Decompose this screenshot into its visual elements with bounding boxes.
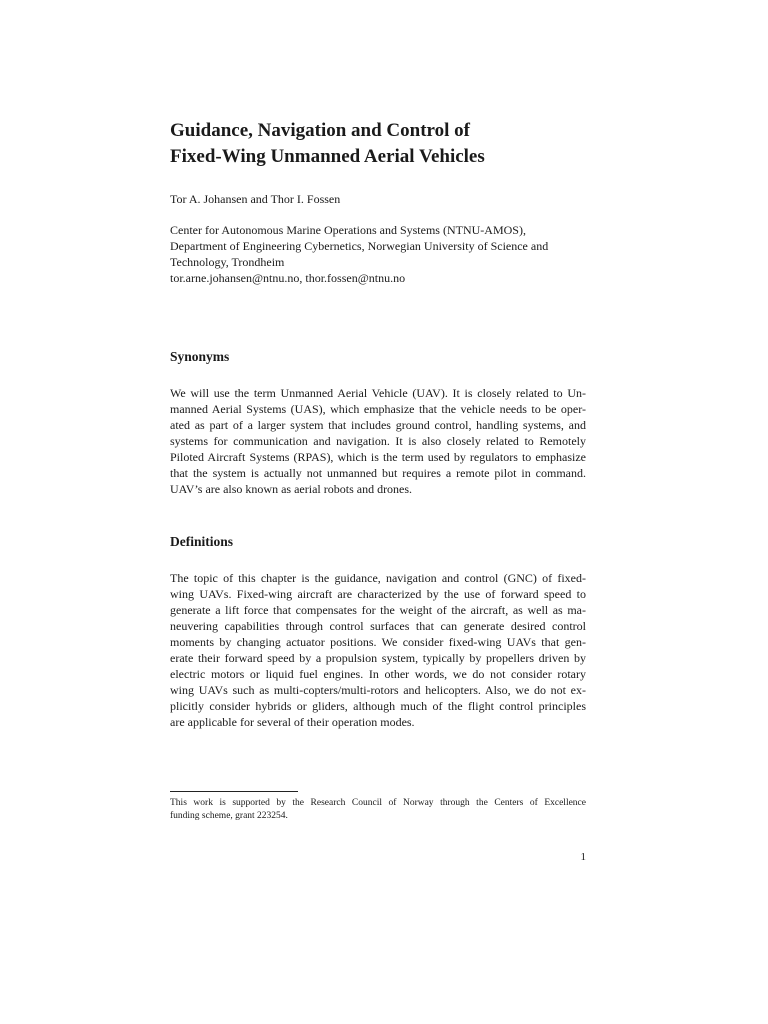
paper-title — [170, 118, 610, 170]
footnote-line: funding scheme, grant 223254. — [170, 811, 288, 821]
paragraph-line: that the system is actually not unmanned but requires a remote pilot in command. — [170, 466, 586, 480]
section-heading-definitions: Definitions — [170, 534, 234, 549]
affiliation-line: Technology, Trondheim — [170, 255, 285, 269]
paragraph-line: UAV’s are also known as aerial robots and drones. — [170, 482, 413, 496]
synonyms-paragraph — [170, 385, 586, 497]
paragraph-line: The topic of this chapter is the guidance, navigation and control (GNC) of fixed- — [170, 571, 586, 585]
paragraph-line: ated as part of a larger system that includes ground control, handling systems, and — [170, 418, 586, 432]
paragraph-line: moments by changing actuator positions. We consider fixed-wing UAVs that gen- — [170, 635, 586, 649]
paragraph-line: We will use the term Unmanned Aerial Vehicle (UAV). It is closely related to Un- — [170, 386, 586, 400]
affiliation-line: Center for Autonomous Marine Operations and Systems (NTNU-AMOS), — [170, 223, 526, 237]
paragraph-line: erate their forward speed by a propulsion system, typically by propellers driven by — [170, 651, 586, 665]
paragraph-line: neuvering capabilities through control surfaces that can generate desired control — [170, 619, 586, 633]
definitions-paragraph — [170, 570, 586, 730]
section-heading-synonyms: Synonyms — [170, 349, 230, 364]
title-line-1: Guidance, Navigation and Control of — [170, 120, 470, 141]
paragraph-line: manned Aerial Systems (UAS), which emphasize that the vehicle needs to be oper- — [170, 402, 586, 416]
page-number: 1 — [580, 851, 586, 863]
paragraph-line: wing UAVs. Fixed-wing aircraft are characterized by the use of forward speed to — [170, 587, 586, 601]
paragraph-line: systems for communication and navigation. It is also closely related to Remotely — [170, 434, 586, 448]
affiliation-line: Department of Engineering Cybernetics, Norwegian University of Science and — [170, 239, 549, 253]
footnote — [170, 797, 586, 823]
author-list: Tor A. Johansen and Thor I. Fossen — [170, 192, 341, 206]
paragraph-line: are applicable for several of their operation modes. — [170, 715, 415, 729]
title-line-2: Fixed-Wing Unmanned Aerial Vehicles — [170, 146, 485, 167]
paragraph-line: plicitly consider hybrids or gliders, although much of the flight control principles — [170, 699, 586, 713]
paragraph-line: generate a lift force that compensates for the weight of the aircraft, as well as ma- — [170, 603, 586, 617]
footnote-divider — [170, 791, 298, 792]
paragraph-line: wing UAVs such as multi-copters/multi-rotors and helicopters. Also, we do not ex- — [170, 683, 586, 697]
author-emails: tor.arne.johansen@ntnu.no, thor.fossen@ntnu.no — [170, 271, 406, 285]
affiliation-block — [170, 222, 590, 286]
paragraph-line: electric motors or liquid fuel engines. In other words, we do not consider rotary — [170, 667, 586, 681]
footnote-line: This work is supported by the Research Council of Norway through the Centers of Excellence — [170, 798, 586, 808]
paragraph-line: Piloted Aircraft Systems (RPAS), which is the term used by regulators to emphasize — [170, 450, 586, 464]
